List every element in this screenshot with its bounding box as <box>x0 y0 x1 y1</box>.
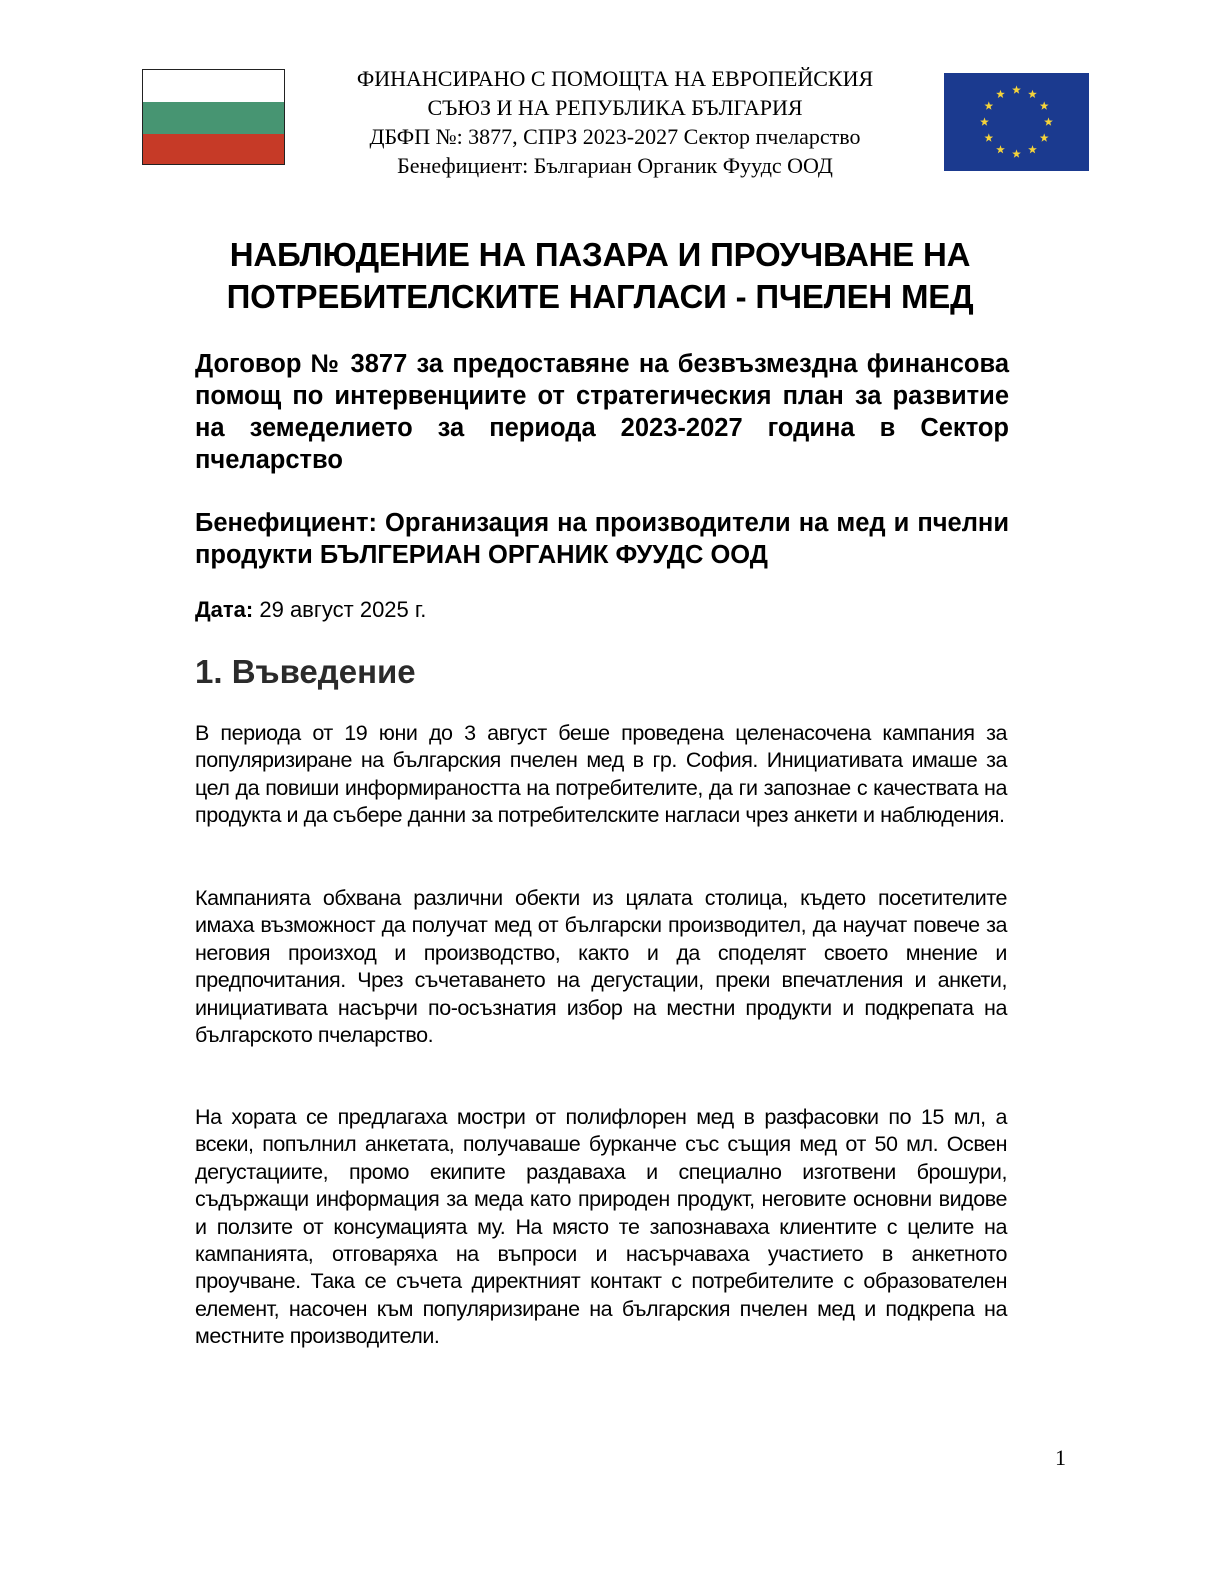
header-line-1: ФИНАНСИРАНО С ПОМОЩТА НА ЕВРОПЕЙСКИЯ <box>356 66 874 91</box>
eu-flag-logo <box>944 73 1089 171</box>
document-title <box>150 234 1050 318</box>
header-line-4: Бенефициент: Българиан Органик Фуудс ООД <box>397 153 833 178</box>
eu-star-icon <box>996 90 1005 98</box>
flag-stripe-white <box>143 70 284 102</box>
eu-star-icon <box>996 145 1005 153</box>
flag-stripe-green <box>143 102 284 134</box>
eu-star-icon <box>984 133 993 141</box>
document-date <box>195 596 1009 624</box>
eu-stars-circle-icon <box>944 73 1089 171</box>
date-value: 29 август 2025 г. <box>253 597 427 622</box>
title-line-2: ПОТРЕБИТЕЛСКИТЕ НАГЛАСИ - ПЧЕЛЕН МЕД <box>226 278 974 315</box>
beneficiary-statement: Бенефициент: Организация на производители на мед и пчелни продукти БЪЛГЕРИАН ОРГАНИК ФУУДС ООД <box>195 509 1009 569</box>
header-line-2: СЪЮЗ И НА РЕПУБЛИКА БЪЛГАРИЯ <box>427 95 803 120</box>
eu-star-icon <box>1040 101 1049 109</box>
eu-star-icon <box>1012 149 1021 157</box>
eu-star-icon <box>1028 145 1037 153</box>
funding-header <box>300 64 930 180</box>
title-line-1: НАБЛЮДЕНИЕ НА ПАЗАРА И ПРОУЧВАНЕ НА <box>229 236 971 273</box>
eu-star-icon <box>984 101 993 109</box>
paragraph: Кампанията обхвана различни обекти из цялата столица, където посетителите имаха възможност да получат мед от български производител, да научат повече за неговия произход и производство, както и да споделят своето мнение и предпочитания. Чрез съчетаването на дегустации, преки впечатления и анкети, инициативата насърчи по-осъзнатия избор на местни продукти и подкрепата на българското пчеларство. <box>195 886 1007 1048</box>
eu-star-icon <box>1028 90 1037 98</box>
section-heading-introduction: 1. Въведение <box>195 653 416 690</box>
bulgarian-flag-logo <box>142 69 285 165</box>
page-number: 1 <box>1055 1445 1066 1470</box>
eu-star-icon <box>980 117 989 125</box>
eu-star-icon <box>1040 133 1049 141</box>
eu-star-icon <box>1044 117 1053 125</box>
paragraph: На хората се предлагаха мостри от полифлорен мед в разфасовки по 15 мл, а всеки, попълнил анкетата, получаваше бурканче със същия мед от 50 мл. Освен дегустациите, промо екипите раздаваха и специално изготвени брошури, съдържащи информация за меда като природен продукт, неговите основни видове и ползите от консумацията му. На място те запознаваха клиентите с целите на кампанията, отговаряха на въпроси и насърчаваха участието в анкетното проучване. Така се съчета директният контакт с потребителите с образователен елемент, насочен към популяризиране на българския пчелен мед и подкрепа на местните производители. <box>195 1105 1007 1349</box>
paragraph: В периода от 19 юни до 3 август беше проведена целенасочена кампания за популяризиране на българския пчелен мед в гр. София. Инициативата имаше за цел да повиши информираността на потребителите, да ги запознае с качествата на продукта и да събере данни за потребителските нагласи чрез анкети и наблюдения. <box>195 721 1007 828</box>
flag-stripe-red <box>143 134 284 165</box>
date-label: Дата: <box>195 597 254 622</box>
header-line-3: ДБФП №: 3877, СПРЗ 2023-2027 Сектор пчеларство <box>369 124 861 149</box>
eu-star-icon <box>1012 85 1021 93</box>
contract-statement: Договор № 3877 за предоставяне на безвъзмездна финансова помощ по интервенциите от стратегическия план за развитие на земеделието за периода 2023-2027 година в Сектор пчеларство <box>195 350 1009 474</box>
